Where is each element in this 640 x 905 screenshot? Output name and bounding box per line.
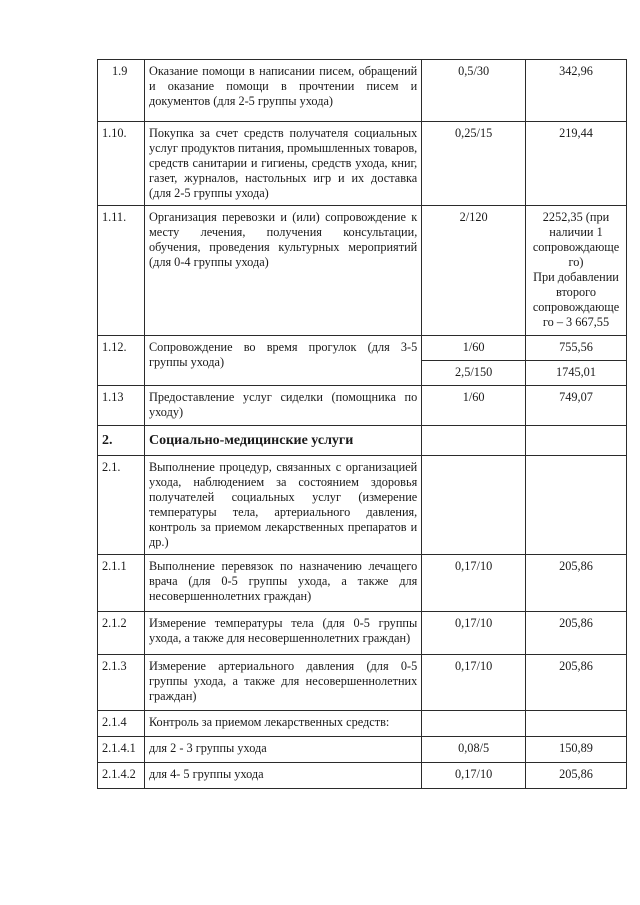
service-name: для 2 - 3 группы ухода bbox=[144, 737, 421, 763]
price-line: го) bbox=[568, 255, 584, 269]
table-row bbox=[98, 60, 627, 122]
service-price: 150,89 bbox=[526, 737, 627, 763]
table-row bbox=[98, 456, 627, 555]
service-name: Измерение артериального давления (для 0-5 группы ухода, а также для несовершеннолетних граждан) bbox=[144, 655, 421, 711]
price-line: сопровождающе bbox=[532, 300, 620, 314]
row-number: 2.1.3 bbox=[98, 655, 145, 711]
table-row bbox=[98, 386, 627, 426]
service-name: Выполнение перевязок по назначению лечащего врача (для 0-5 группы ухода, а также для несовершеннолетних граждан) bbox=[144, 555, 421, 612]
table-row bbox=[98, 206, 627, 336]
service-price: 755,56 bbox=[526, 336, 627, 361]
service-price bbox=[526, 711, 627, 737]
row-number: 1.13 bbox=[98, 386, 145, 426]
price-line: второго bbox=[555, 285, 597, 299]
service-volume: 0,17/10 bbox=[422, 612, 526, 655]
service-volume: 1/60 bbox=[422, 386, 526, 426]
service-price bbox=[526, 426, 627, 456]
service-price: 205,86 bbox=[526, 555, 627, 612]
table-row bbox=[98, 555, 627, 612]
row-number: 1.9 bbox=[98, 60, 145, 122]
service-price bbox=[526, 206, 627, 336]
service-name: Контроль за приемом лекарственных средств: bbox=[144, 711, 421, 737]
table-row bbox=[98, 763, 627, 789]
section-title: Социально-медицинские услуги bbox=[144, 426, 421, 456]
service-volume: 0,17/10 bbox=[422, 555, 526, 612]
service-name: для 4- 5 группы ухода bbox=[144, 763, 421, 789]
service-volume bbox=[422, 711, 526, 737]
price-line: При добавлении bbox=[533, 270, 619, 284]
service-volume: 0,17/10 bbox=[422, 763, 526, 789]
service-name: Покупка за счет средств получателя социальных услуг продуктов питания, промышленных товаров, средств санитарии и гигиены, средств ухода, книг, газет, журналов, настольных игр и их доставка (для 2-5 группы ухода) bbox=[144, 122, 421, 206]
row-number: 2.1.4 bbox=[98, 711, 145, 737]
service-name: Измерение температуры тела (для 0-5 группы ухода, а также для несовершеннолетних граждан) bbox=[144, 612, 421, 655]
section-row bbox=[98, 426, 627, 456]
service-price: 219,44 bbox=[526, 122, 627, 206]
section-number: 2. bbox=[98, 426, 145, 456]
price-line: наличии 1 bbox=[549, 225, 603, 239]
row-number: 2.1.2 bbox=[98, 612, 145, 655]
price-line: сопровождающе bbox=[532, 240, 620, 254]
service-name: Сопровождение во время прогулок (для 3-5 группы ухода) bbox=[144, 336, 421, 386]
service-price bbox=[526, 456, 627, 555]
row-number: 2.1.4.1 bbox=[98, 737, 145, 763]
table-row bbox=[98, 336, 627, 361]
row-number: 1.10. bbox=[98, 122, 145, 206]
table-row bbox=[98, 122, 627, 206]
row-number: 2.1. bbox=[98, 456, 145, 555]
service-volume: 0,17/10 bbox=[422, 655, 526, 711]
service-volume: 0,08/5 bbox=[422, 737, 526, 763]
service-name: Выполнение процедур, связанных с организацией ухода, наблюдением за состоянием здоровья получателей социальных услуг (измерение температуры тела, артериального давления, контроль за приемом лекарственных препаратов и др.) bbox=[144, 456, 421, 555]
row-number: 2.1.1 bbox=[98, 555, 145, 612]
service-volume: 0,5/30 bbox=[422, 60, 526, 122]
price-line: 2252,35 (при bbox=[542, 210, 610, 224]
service-volume: 2/120 bbox=[422, 206, 526, 336]
service-price: 205,86 bbox=[526, 655, 627, 711]
row-number: 1.11. bbox=[98, 206, 145, 336]
table-row bbox=[98, 737, 627, 763]
service-volume: 2,5/150 bbox=[422, 361, 526, 386]
table-row bbox=[98, 612, 627, 655]
service-price: 1745,01 bbox=[526, 361, 627, 386]
price-line: го – 3 667,55 bbox=[542, 315, 610, 329]
service-name: Оказание помощи в написании писем, обращений и оказание помощи в прочтении писем и документов (для 2-5 группы ухода) bbox=[144, 60, 421, 122]
service-volume bbox=[422, 426, 526, 456]
service-price: 342,96 bbox=[526, 60, 627, 122]
row-number: 2.1.4.2 bbox=[98, 763, 145, 789]
service-price: 749,07 bbox=[526, 386, 627, 426]
service-volume: 0,25/15 bbox=[422, 122, 526, 206]
service-price: 205,86 bbox=[526, 612, 627, 655]
service-name: Предоставление услуг сиделки (помощника по уходу) bbox=[144, 386, 421, 426]
table-row bbox=[98, 711, 627, 737]
row-number: 1.12. bbox=[98, 336, 145, 386]
service-name: Организация перевозки и (или) сопровождение к месту лечения, получения консультации, обучения, проведения культурных мероприятий (для 0-4 группы ухода) bbox=[144, 206, 421, 336]
service-volume bbox=[422, 456, 526, 555]
service-volume: 1/60 bbox=[422, 336, 526, 361]
table-row bbox=[98, 655, 627, 711]
tariff-table bbox=[97, 59, 627, 789]
service-price: 205,86 bbox=[526, 763, 627, 789]
